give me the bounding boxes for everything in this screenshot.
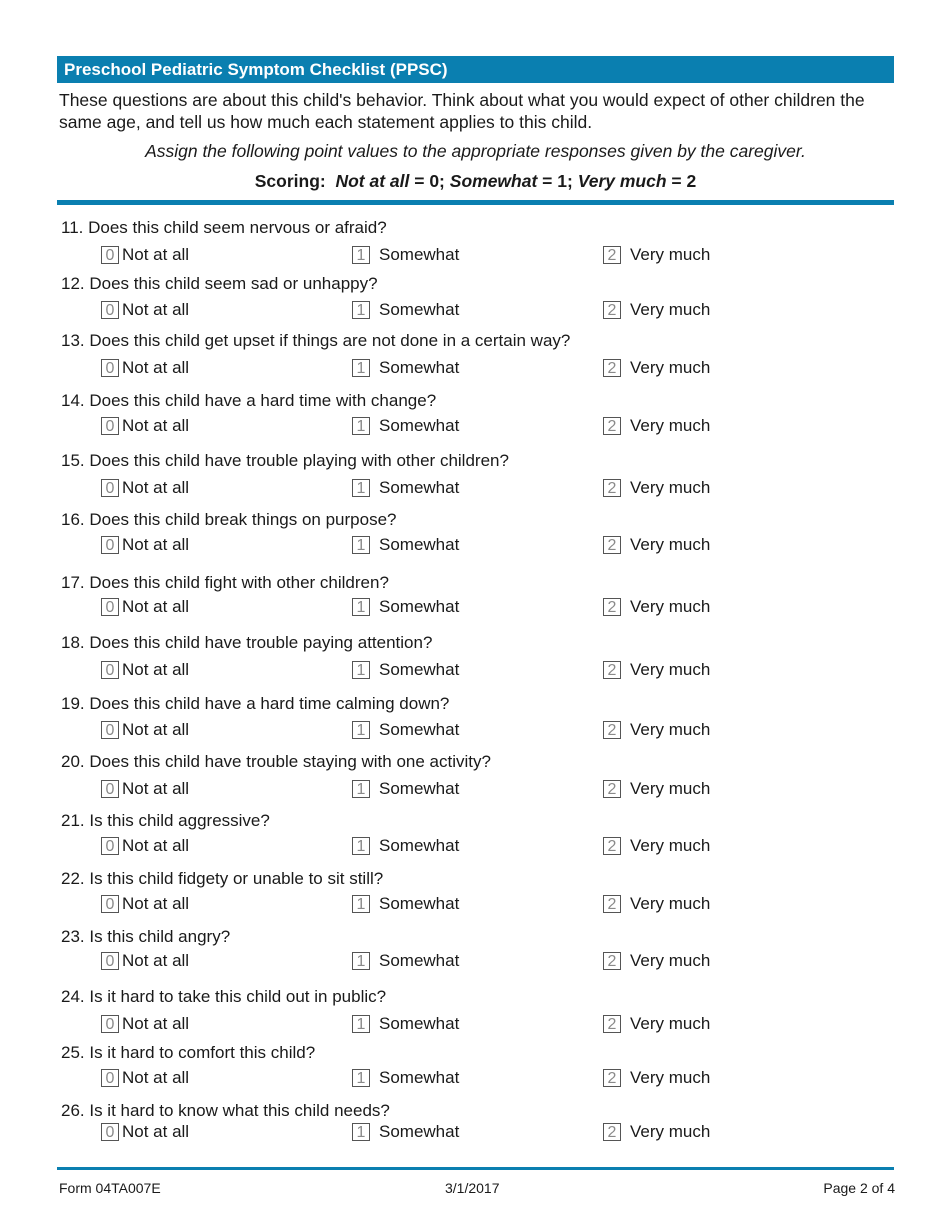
answer-option[interactable] bbox=[101, 893, 189, 915]
question-text: 24. Is it hard to take this child out in public? bbox=[61, 987, 387, 1006]
question-text: 14. Does this child have a hard time with change? bbox=[61, 391, 437, 410]
answer-option[interactable] bbox=[603, 534, 710, 556]
question-text: 17. Does this child fight with other children? bbox=[61, 573, 389, 592]
score-checkbox[interactable]: 2 bbox=[603, 895, 621, 913]
answer-label: Very much bbox=[630, 478, 711, 497]
score-checkbox[interactable]: 0 bbox=[101, 952, 119, 970]
score-checkbox[interactable]: 0 bbox=[101, 301, 119, 319]
score-checkbox[interactable]: 2 bbox=[603, 536, 621, 554]
answer-label: Very much bbox=[630, 1122, 711, 1141]
answer-row bbox=[0, 244, 950, 266]
answer-option[interactable] bbox=[603, 893, 710, 915]
score-checkbox[interactable]: 0 bbox=[101, 721, 119, 739]
question-text: 16. Does this child break things on purpose? bbox=[61, 510, 397, 529]
answer-option[interactable] bbox=[352, 415, 459, 437]
answer-label: Very much bbox=[630, 951, 711, 970]
score-checkbox[interactable]: 1 bbox=[352, 721, 370, 739]
answer-option[interactable] bbox=[352, 893, 459, 915]
score-checkbox[interactable]: 0 bbox=[101, 359, 119, 377]
score-checkbox[interactable]: 2 bbox=[603, 1069, 621, 1087]
score-checkbox[interactable]: 0 bbox=[101, 1015, 119, 1033]
answer-option[interactable] bbox=[603, 1067, 710, 1089]
answer-label: Not at all bbox=[122, 1014, 190, 1033]
form-title-bar bbox=[57, 56, 894, 83]
score-checkbox[interactable]: 0 bbox=[101, 598, 119, 616]
answer-label: Somewhat bbox=[379, 416, 460, 435]
scoring-instruction: Assign the following point values to the appropriate responses given by the caregiver. bbox=[145, 141, 806, 161]
question-text: 26. Is it hard to know what this child needs? bbox=[61, 1101, 390, 1120]
answer-option[interactable] bbox=[603, 299, 710, 321]
question-text: 15. Does this child have trouble playing with other children? bbox=[61, 451, 509, 470]
answer-row bbox=[0, 778, 950, 800]
score-checkbox[interactable]: 1 bbox=[352, 536, 370, 554]
score-checkbox[interactable]: 2 bbox=[603, 246, 621, 264]
scoring-not-at-all: Not at all bbox=[335, 171, 410, 191]
score-checkbox[interactable]: 2 bbox=[603, 417, 621, 435]
answer-label: Somewhat bbox=[379, 478, 460, 497]
answer-label: Somewhat bbox=[379, 1122, 460, 1141]
answer-option[interactable] bbox=[101, 1121, 189, 1143]
scoring-very-much-value: = 2 bbox=[671, 171, 697, 191]
scoring-somewhat: Somewhat bbox=[449, 171, 538, 191]
score-checkbox[interactable]: 2 bbox=[603, 780, 621, 798]
answer-label: Somewhat bbox=[379, 300, 460, 319]
answer-option[interactable] bbox=[352, 596, 459, 618]
answer-label: Not at all bbox=[122, 535, 190, 554]
answer-option[interactable] bbox=[101, 415, 189, 437]
question-text: 23. Is this child angry? bbox=[61, 927, 231, 946]
answer-option[interactable] bbox=[352, 1121, 459, 1143]
answer-row bbox=[0, 415, 950, 437]
question-text: 19. Does this child have a hard time calming down? bbox=[61, 694, 450, 713]
intro-text: These questions are about this child's behavior. Think about what you would expect of other children the same age, and tell us how much each statement applies to this child. bbox=[59, 90, 865, 132]
answer-option[interactable] bbox=[101, 534, 189, 556]
question-text: 12. Does this child seem sad or unhappy? bbox=[61, 274, 378, 293]
answer-label: Very much bbox=[630, 779, 711, 798]
score-checkbox[interactable]: 2 bbox=[603, 479, 621, 497]
score-checkbox[interactable]: 1 bbox=[352, 1123, 370, 1141]
answer-label: Very much bbox=[630, 894, 711, 913]
question-text: 18. Does this child have trouble paying attention? bbox=[61, 633, 433, 652]
answer-label: Very much bbox=[630, 300, 711, 319]
answer-row bbox=[0, 1067, 950, 1089]
answer-option[interactable] bbox=[603, 477, 710, 499]
answer-option[interactable] bbox=[101, 835, 189, 857]
scoring-not-at-all-value: = 0; bbox=[414, 171, 445, 191]
answer-label: Somewhat bbox=[379, 535, 460, 554]
answer-label: Somewhat bbox=[379, 894, 460, 913]
score-checkbox[interactable]: 1 bbox=[352, 417, 370, 435]
footer-divider bbox=[57, 1167, 894, 1170]
answer-option[interactable] bbox=[101, 778, 189, 800]
answer-option[interactable] bbox=[352, 244, 459, 266]
header-divider bbox=[57, 200, 894, 205]
answer-option[interactable] bbox=[603, 1013, 710, 1035]
answer-row bbox=[0, 299, 950, 321]
score-checkbox[interactable]: 1 bbox=[352, 359, 370, 377]
score-checkbox[interactable]: 2 bbox=[603, 721, 621, 739]
answer-row bbox=[0, 477, 950, 499]
form-number: Form 04TA007E bbox=[59, 1180, 161, 1196]
score-checkbox[interactable]: 1 bbox=[352, 1015, 370, 1033]
score-checkbox[interactable]: 2 bbox=[603, 598, 621, 616]
score-checkbox[interactable]: 2 bbox=[603, 952, 621, 970]
answer-label: Somewhat bbox=[379, 836, 460, 855]
score-checkbox[interactable]: 1 bbox=[352, 952, 370, 970]
answer-label: Not at all bbox=[122, 660, 190, 679]
answer-label: Very much bbox=[630, 1014, 711, 1033]
answer-label: Very much bbox=[630, 720, 711, 739]
answer-label: Not at all bbox=[122, 836, 190, 855]
question-text: 20. Does this child have trouble staying with one activity? bbox=[61, 752, 491, 771]
score-checkbox[interactable]: 0 bbox=[101, 536, 119, 554]
answer-option[interactable] bbox=[101, 477, 189, 499]
answer-label: Not at all bbox=[122, 597, 190, 616]
score-checkbox[interactable]: 0 bbox=[101, 246, 119, 264]
answer-option[interactable] bbox=[603, 835, 710, 857]
answer-row bbox=[0, 835, 950, 857]
answer-label: Not at all bbox=[122, 245, 190, 264]
score-checkbox[interactable]: 2 bbox=[603, 1123, 621, 1141]
answer-label: Very much bbox=[630, 358, 711, 377]
score-checkbox[interactable]: 0 bbox=[101, 417, 119, 435]
score-checkbox[interactable]: 1 bbox=[352, 780, 370, 798]
answer-label: Somewhat bbox=[379, 779, 460, 798]
scoring-very-much: Very much bbox=[577, 171, 667, 191]
answer-option[interactable] bbox=[352, 477, 459, 499]
answer-label: Very much bbox=[630, 535, 711, 554]
score-checkbox[interactable]: 0 bbox=[101, 895, 119, 913]
score-checkbox[interactable]: 2 bbox=[603, 359, 621, 377]
score-checkbox[interactable]: 1 bbox=[352, 598, 370, 616]
scoring-prefix: Scoring: bbox=[254, 171, 326, 191]
answer-label: Not at all bbox=[122, 416, 190, 435]
answer-option[interactable] bbox=[603, 1121, 710, 1143]
answer-option[interactable] bbox=[101, 357, 189, 379]
answer-label: Not at all bbox=[122, 779, 190, 798]
answer-option[interactable] bbox=[101, 596, 189, 618]
score-checkbox[interactable]: 1 bbox=[352, 661, 370, 679]
answer-option[interactable] bbox=[603, 719, 710, 741]
answer-option[interactable] bbox=[352, 1067, 459, 1089]
answer-option[interactable] bbox=[603, 357, 710, 379]
answer-option[interactable] bbox=[352, 659, 459, 681]
answer-row bbox=[0, 596, 950, 618]
answer-row bbox=[0, 1013, 950, 1035]
answer-label: Somewhat bbox=[379, 1068, 460, 1087]
answer-label: Not at all bbox=[122, 951, 190, 970]
score-checkbox[interactable]: 0 bbox=[101, 780, 119, 798]
answer-label: Somewhat bbox=[379, 358, 460, 377]
answer-option[interactable] bbox=[352, 719, 459, 741]
answer-option[interactable] bbox=[352, 534, 459, 556]
page-number: Page 2 of 4 bbox=[823, 1180, 895, 1196]
answer-row bbox=[0, 659, 950, 681]
score-checkbox[interactable]: 2 bbox=[603, 837, 621, 855]
question-text: 22. Is this child fidgety or unable to sit still? bbox=[61, 869, 384, 888]
score-checkbox[interactable]: 0 bbox=[101, 661, 119, 679]
score-checkbox[interactable]: 0 bbox=[101, 479, 119, 497]
score-checkbox[interactable]: 0 bbox=[101, 837, 119, 855]
question-text: 13. Does this child get upset if things are not done in a certain way? bbox=[61, 331, 571, 350]
answer-option[interactable] bbox=[352, 1013, 459, 1035]
score-checkbox[interactable]: 2 bbox=[603, 1015, 621, 1033]
answer-option[interactable] bbox=[352, 299, 459, 321]
answer-label: Not at all bbox=[122, 894, 190, 913]
score-checkbox[interactable]: 1 bbox=[352, 246, 370, 264]
question-text: 11. Does this child seem nervous or afraid? bbox=[61, 218, 387, 237]
answer-row bbox=[0, 357, 950, 379]
score-checkbox[interactable]: 1 bbox=[352, 837, 370, 855]
answer-label: Very much bbox=[630, 1068, 711, 1087]
answer-label: Very much bbox=[630, 245, 711, 264]
answer-label: Not at all bbox=[122, 358, 190, 377]
answer-label: Not at all bbox=[122, 1068, 190, 1087]
answer-label: Somewhat bbox=[379, 1014, 460, 1033]
question-text: 25. Is it hard to comfort this child? bbox=[61, 1043, 316, 1062]
scoring-legend bbox=[57, 171, 894, 192]
score-checkbox[interactable]: 2 bbox=[603, 661, 621, 679]
answer-label: Very much bbox=[630, 836, 711, 855]
answer-label: Somewhat bbox=[379, 720, 460, 739]
answer-label: Not at all bbox=[122, 720, 190, 739]
answer-label: Very much bbox=[630, 597, 711, 616]
answer-option[interactable] bbox=[352, 950, 459, 972]
form-date: 3/1/2017 bbox=[445, 1180, 500, 1196]
answer-option[interactable] bbox=[603, 659, 710, 681]
answer-option[interactable] bbox=[101, 719, 189, 741]
answer-row bbox=[0, 534, 950, 556]
answer-label: Not at all bbox=[122, 478, 190, 497]
answer-label: Somewhat bbox=[379, 245, 460, 264]
score-checkbox[interactable]: 1 bbox=[352, 301, 370, 319]
scoring-somewhat-value: = 1; bbox=[542, 171, 573, 191]
answer-option[interactable] bbox=[603, 596, 710, 618]
score-checkbox[interactable]: 2 bbox=[603, 301, 621, 319]
answer-option[interactable] bbox=[352, 778, 459, 800]
answer-option[interactable] bbox=[101, 659, 189, 681]
answer-option[interactable] bbox=[352, 357, 459, 379]
score-checkbox[interactable]: 0 bbox=[101, 1123, 119, 1141]
answer-row bbox=[0, 950, 950, 972]
answer-label: Somewhat bbox=[379, 660, 460, 679]
score-checkbox[interactable]: 0 bbox=[101, 1069, 119, 1087]
answer-option[interactable] bbox=[603, 778, 710, 800]
answer-option[interactable] bbox=[101, 244, 189, 266]
answer-label: Somewhat bbox=[379, 597, 460, 616]
score-checkbox[interactable]: 1 bbox=[352, 1069, 370, 1087]
answer-option[interactable] bbox=[101, 299, 189, 321]
answer-option[interactable] bbox=[603, 244, 710, 266]
answer-row bbox=[0, 893, 950, 915]
answer-row bbox=[0, 719, 950, 741]
answer-option[interactable] bbox=[603, 950, 710, 972]
answer-option[interactable] bbox=[603, 415, 710, 437]
question-text: 21. Is this child aggressive? bbox=[61, 811, 270, 830]
answer-option[interactable] bbox=[101, 1067, 189, 1089]
answer-row bbox=[0, 1121, 950, 1143]
score-checkbox[interactable]: 1 bbox=[352, 479, 370, 497]
answer-label: Somewhat bbox=[379, 951, 460, 970]
answer-label: Very much bbox=[630, 416, 711, 435]
score-checkbox[interactable]: 1 bbox=[352, 895, 370, 913]
answer-option[interactable] bbox=[101, 950, 189, 972]
form-title: Preschool Pediatric Symptom Checklist (PPSC) bbox=[64, 60, 448, 79]
answer-option[interactable] bbox=[101, 1013, 189, 1035]
answer-option[interactable] bbox=[352, 835, 459, 857]
answer-label: Not at all bbox=[122, 300, 190, 319]
answer-label: Not at all bbox=[122, 1122, 190, 1141]
answer-label: Very much bbox=[630, 660, 711, 679]
